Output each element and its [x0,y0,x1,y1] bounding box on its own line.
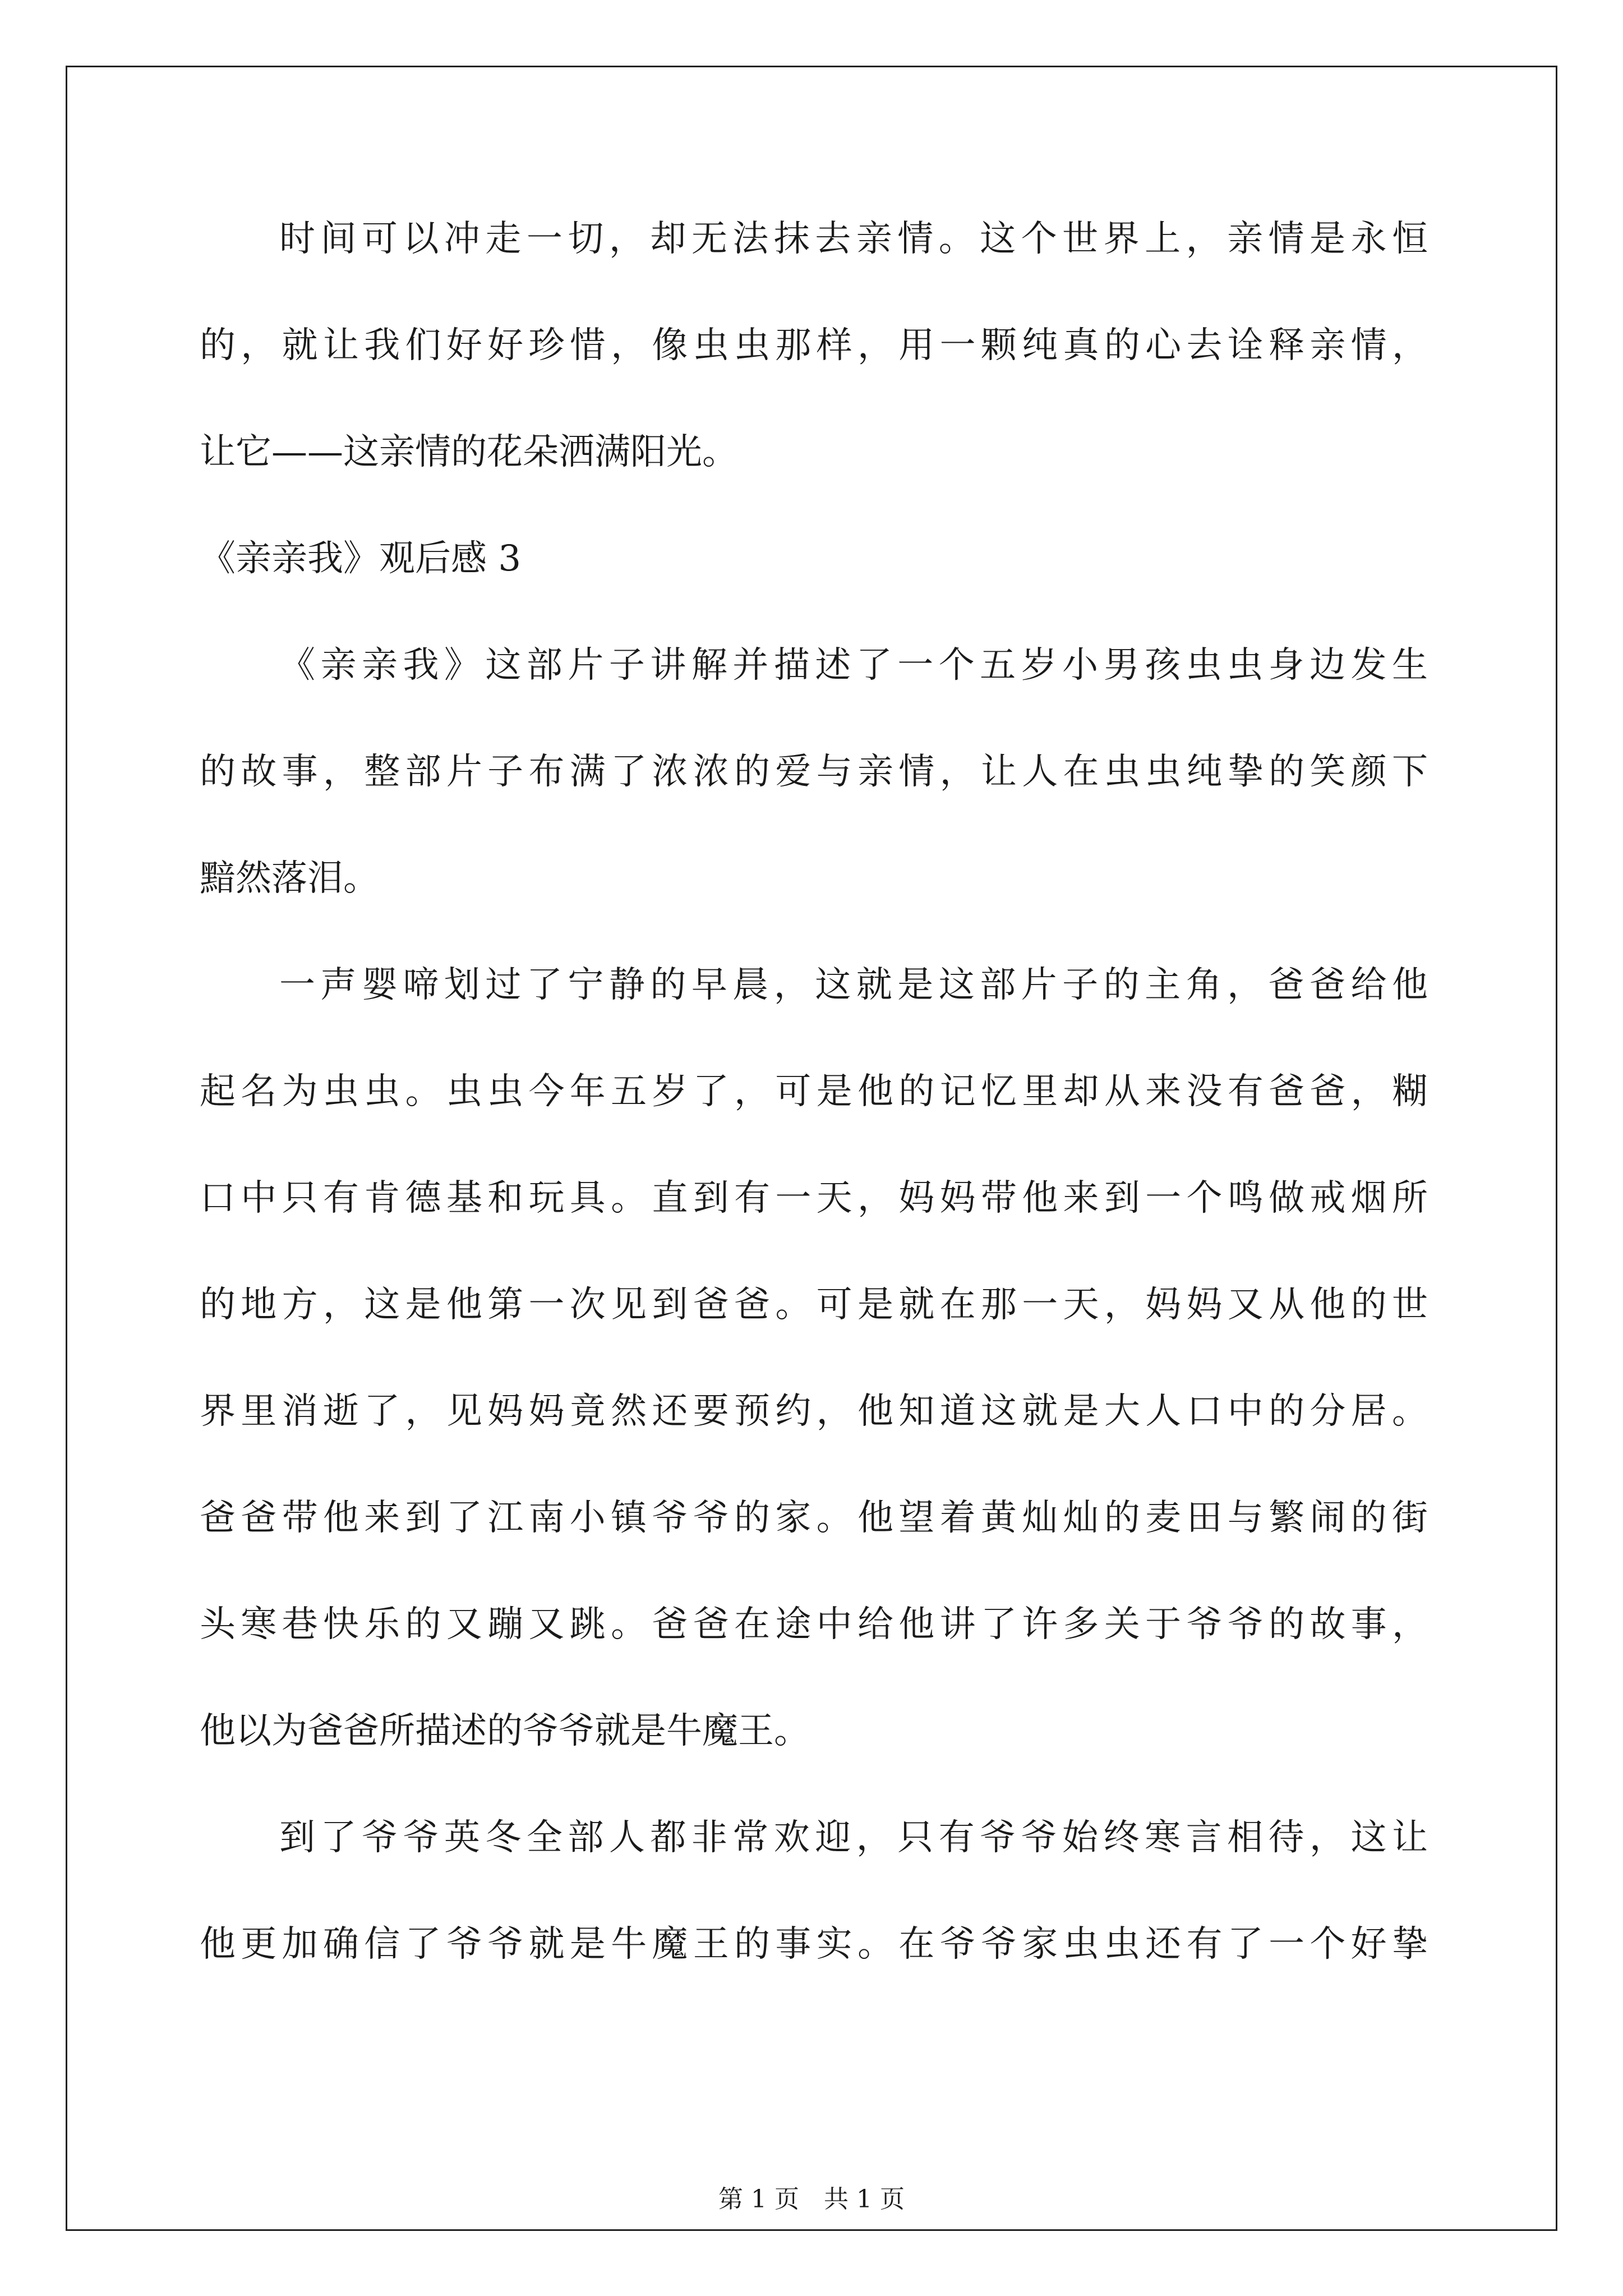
paragraph-line: 让它——这亲情的花朵洒满阳光。 [200,431,738,473]
paragraph-line: 爸爸带他来到了江南小镇爷爷的家。他望着黄灿灿的麦田与繁闹的街 [200,1497,1428,1539]
paragraph-line: 口中只有肯德基和玩具。直到有一天，妈妈带他来到一个鸣做戒烟所 [200,1177,1428,1219]
document-body [200,219,1428,2031]
paragraph-line: 《亲亲我》这部片子讲解并描述了一个五岁小男孩虫虫身边发生 [279,645,1428,686]
paragraph-line: 一声婴啼划过了宁静的早晨，这就是这部片子的主角，爸爸给他 [279,964,1428,1006]
paragraph-line: 头寒巷快乐的又蹦又跳。爸爸在途中给他讲了许多关于爷爷的故事， [200,1604,1428,1645]
paragraph-line: 到了爷爷英冬全部人都非常欢迎，只有爷爷始终寒言相待，这让 [279,1817,1428,1858]
paragraph-line: 界里消逝了，见妈妈竟然还要预约，他知道这就是大人口中的分居。 [200,1391,1428,1432]
paragraph-line: 起名为虫虫。虫虫今年五岁了，可是他的记忆里却从来没有爸爸，糊 [200,1071,1428,1112]
paragraph-line: 时间可以冲走一切，却无法抹去亲情。这个世界上，亲情是永恒 [279,218,1428,260]
paragraph-line: 的故事，整部片子布满了浓浓的爱与亲情，让人在虫虫纯挚的笑颜下 [200,751,1428,793]
section-heading: 《亲亲我》观后感 3 [200,538,522,579]
paragraph-line: 黯然落泪。 [200,858,379,899]
paragraph-line: 他更加确信了爷爷就是牛魔王的事实。在爷爷家虫虫还有了一个好挚 [200,1924,1428,1965]
paragraph-line: 他以为爸爸所描述的爷爷就是牛魔王。 [200,1710,810,1752]
paragraph-line: 的地方，这是他第一次见到爸爸。可是就在那一天，妈妈又从他的世 [200,1284,1428,1326]
page-number-footer: 第 1 页 共 1 页 [718,2185,905,2214]
paragraph-line: 的，就让我们好好珍惜，像虫虫那样，用一颗纯真的心去诠释亲情， [200,325,1428,366]
